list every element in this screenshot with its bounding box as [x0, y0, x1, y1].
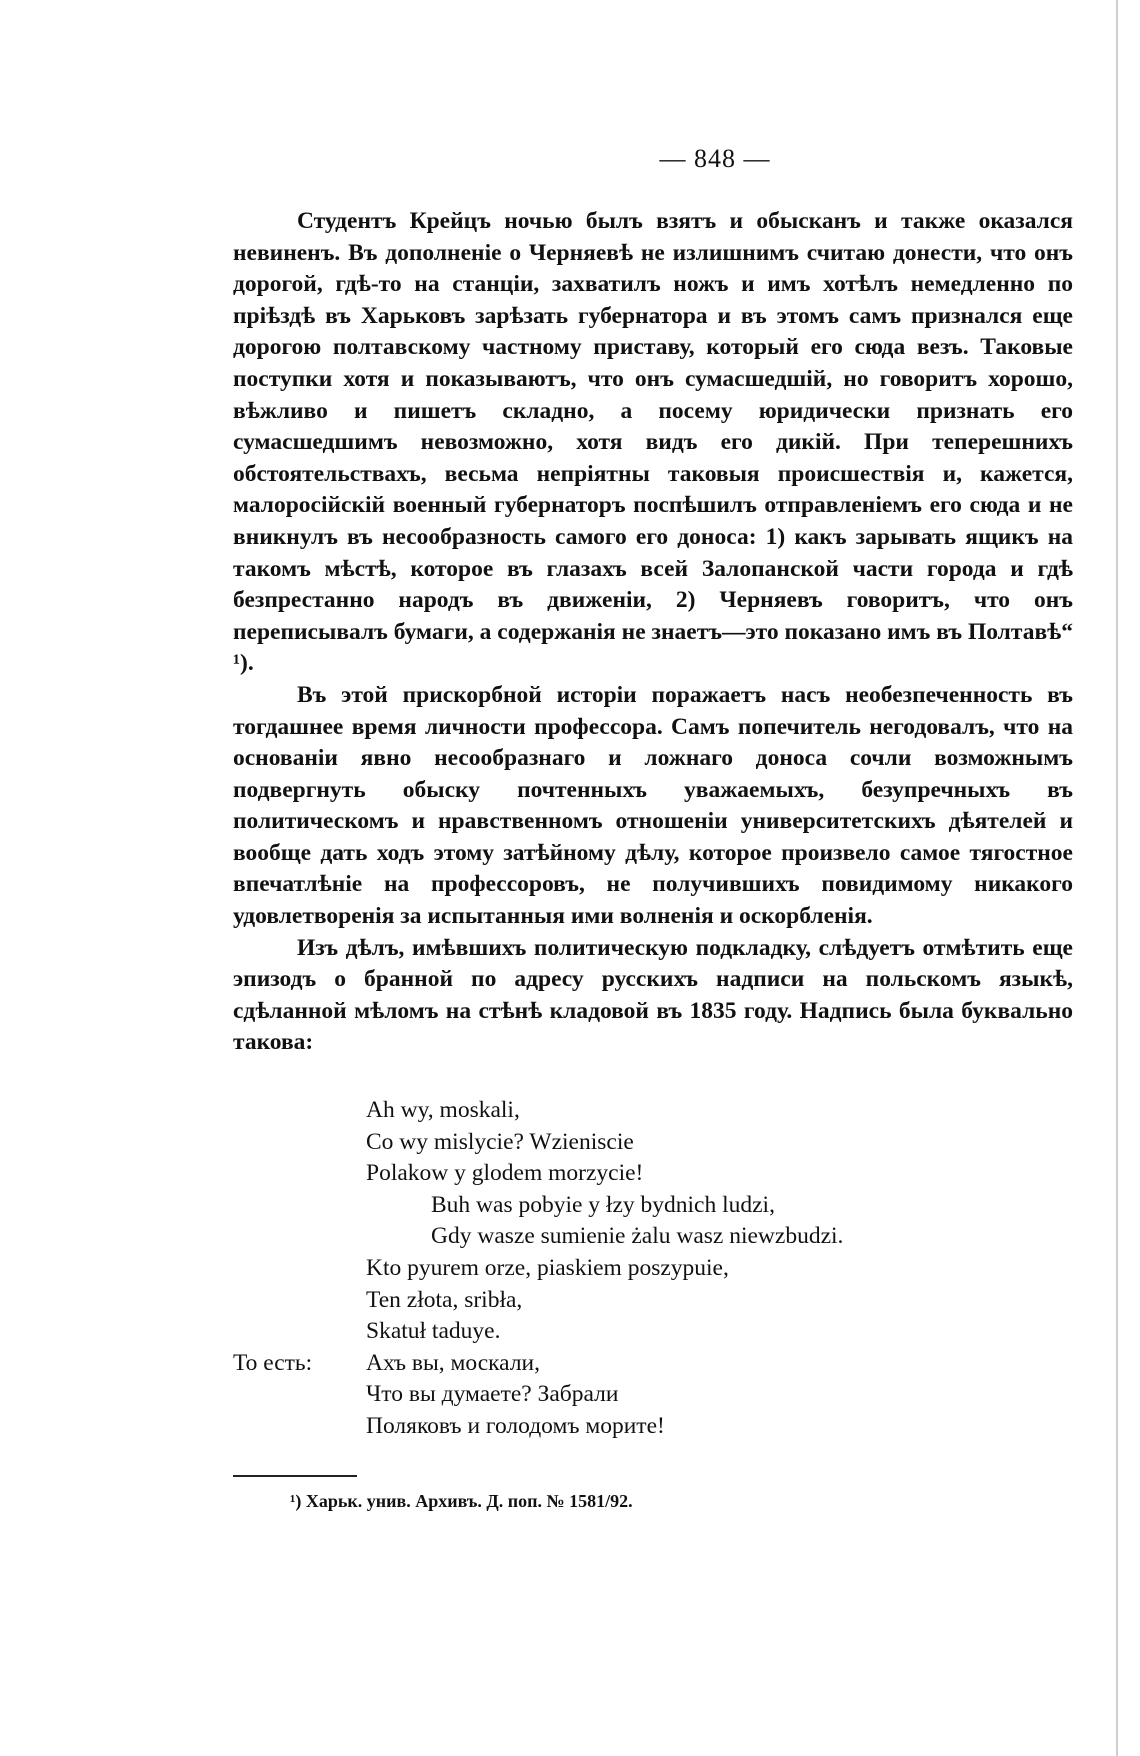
verse-line: Skatuł taduye. — [366, 1318, 501, 1345]
footnote-marker: ¹) — [290, 1491, 302, 1511]
paragraph-2: Въ этой прискорбной исторіи поражаетъ насъ необезпеченность въ тогдашнее время личности профессора. Самъ попечитель негодовалъ, что на основаніи явно несообразнаго и ложнаго доноса сочли возможнымъ подвергнуть обыску почтенныхъ уважаемыхъ, безупречныхъ въ политическомъ и нравственномъ отношеніи университетскихъ дѣятелей и вообще дать ходъ этому затѣйному дѣлу, которое произвело самое тягостное впечатлѣніе на профессоровъ, не получившихъ повидимому никакого удовлетворенія за испытанныя ими волненія и оскорбленія. — [233, 681, 1073, 930]
page-number: — 848 — — [659, 144, 771, 173]
verse-line: Gdy wasze sumienie żalu wasz niewzbudzi. — [431, 1223, 844, 1250]
verse-line: Поляковъ и голодомъ морите! — [366, 1412, 665, 1439]
paragraph-1: Студентъ Крейцъ ночью былъ взятъ и обысканъ и также оказался невиненъ. Въ дополненіе о Черняевѣ не излишнимъ считаю донести, что онъ дорогой, гдѣ-то на станціи, захватилъ ножъ и имъ хотѣлъ немедленно по пріѣздѣ въ Харьковъ зарѣзать губернатора и въ этомъ самъ признался еще дорогою полтавскому частному приставу, который его сюда везъ. Таковые поступки хотя и показываютъ, что онъ сумасшедшій, но говоритъ хорошо, вѣжливо и пишетъ складно, а посему юридически признать его сумасшедшимъ невозможно, хотя видъ его дикій. При теперешнихъ обстоятельствахъ, весьма непріятны таковыя происшествія и, кажется, малоросійскій военный губернаторъ поспѣшилъ отправленіемъ его сюда и не вникнулъ въ несообразность самого его доноса: 1) какъ зарывать ящикъ на такомъ мѣстѣ, которое въ глазахъ всей Залопанской части города и гдѣ безпрестанно народъ въ движеніи, 2) Черняевъ говоритъ, что онъ переписывалъ бумаги, а содержанія не знаетъ—это показано имъ въ Полтавѣ“ ¹). — [233, 208, 1073, 677]
verse-line: Buh was pobyie y łzy bydnich ludzi, — [431, 1191, 775, 1218]
verse-line: Co wy mislycie? Wzieniscie — [366, 1128, 634, 1155]
translation-label: То есть: — [233, 1349, 313, 1376]
verse-line: Ah wy, moskali, — [366, 1097, 520, 1123]
page-edge — [1116, 0, 1118, 1756]
verse-line: Ахъ вы, москали, — [366, 1349, 541, 1376]
footnote — [290, 1488, 633, 1514]
verse-line: Kto pyurem orze, piaskiem poszypuie, — [366, 1254, 729, 1281]
verse-line: Что вы думаете? Забрали — [366, 1381, 619, 1408]
verse-line: Ten złota, sribła, — [366, 1286, 523, 1313]
body-text — [233, 206, 1073, 1059]
translation-line — [233, 1348, 1073, 1380]
footnote-text: Харьк. унив. Архивъ. Д. поп. № 1581/92. — [305, 1491, 633, 1511]
paragraph-3: Изъ дѣлъ, имѣвшихъ политическую подкладку, слѣдуетъ отмѣтить еще эпизодъ о бранной по адресу русскихъ надписи на польскомъ языкѣ, сдѣланной мѣломъ на стѣнѣ кладовой въ 1835 году. Надпись была буквально такова: — [233, 934, 1073, 1056]
footnote-divider — [233, 1475, 357, 1477]
verse-block — [233, 1095, 1073, 1443]
verse-line: Polakow y glodem morzycie! — [366, 1160, 644, 1187]
